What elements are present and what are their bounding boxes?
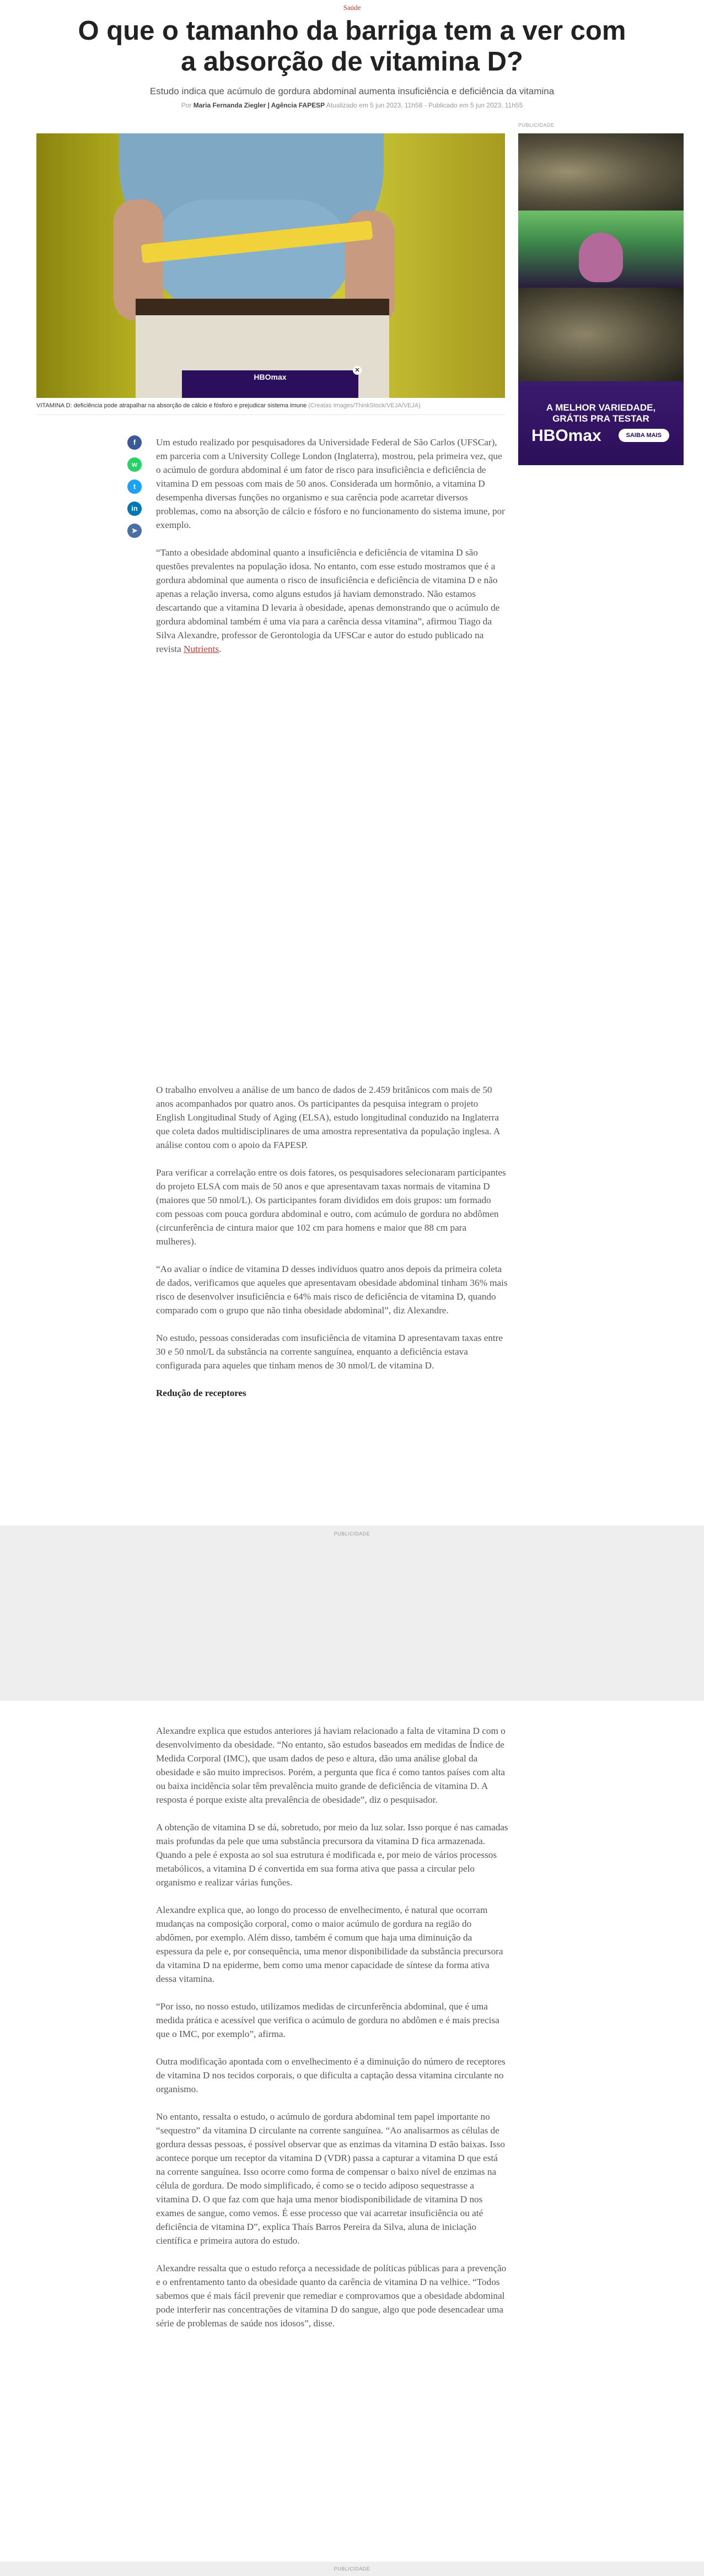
image-caption — [36, 402, 505, 409]
article-paragraph: Alexandre ressalta que o estudo reforça a necessidade de políticas públicas para a prevenção e o enfrentamento tanto da obesidade quanto da carência de vitamina D na velhice. “Todos sabemos que é mais fácil prevenir que remediar e comprovamos que a obesidade abdominal pode interferir nas concentrações de vitamina D do sangue, algo que pode desencadear uma série de problemas de saúde nos idosos”, disse. — [156, 2263, 507, 2329]
article-paragraph: O trabalho envolveu a análise de um banco de dados de 2.459 britânicos com mais de 50 anos acompanhados por quatro anos. Os participantes da pesquisa integram o projeto English Longitudinal Study of Aging (ELSA), estudo longitudinal conduzido na Inglaterra que coleta dados multidisciplinares de uma amostra representativa da população inglesa. A análise contou com o apoio da FAPESP. — [156, 1085, 500, 1150]
ad-label: PUBLICIDADE — [334, 1531, 370, 1537]
byline — [0, 101, 704, 109]
article-body-part3 — [156, 1724, 509, 2344]
publish-dates: Atualizado em 5 jun 2023, 11h58 - Publicado em 5 jun 2023, 11h55 — [326, 101, 523, 109]
hero-ad-brand: HBOmax — [254, 373, 287, 381]
ad-image-panel — [518, 211, 684, 288]
page-subtitle: Estudo indica que acúmulo de gordura abdominal aumenta insuficiência e deficiência da vitamina — [149, 86, 555, 96]
side-ad-label: PUBLICIDADE — [518, 122, 555, 128]
close-icon[interactable]: ✕ — [353, 366, 362, 375]
image-credit: (Creatas Images/ThinkStock/VEJA/VEJA) — [308, 402, 421, 409]
hero-belt — [136, 299, 389, 315]
divider — [36, 414, 505, 415]
nutrients-link[interactable]: Nutrients — [184, 644, 219, 654]
article-paragraph — [156, 546, 509, 656]
article-paragraph: Outra modificação apontada com o envelhecimento é a diminuição do número de receptores de vitamina D nos tecidos corporais, o que dificulta a captação dessa vitamina circulante no organismo. — [156, 2056, 506, 2094]
ad-label: PUBLICIDADE — [334, 2566, 370, 2572]
ad-brand-logo: HBOmax — [531, 427, 601, 445]
article-paragraph: A obtenção de vitamina D se dá, sobretudo, por meio da luz solar. Isso porque é nas camadas mais profundas da pele que uma substância precursora da vitamina D fica armazenada. Quando a pele é exposta ao sol sua estrutura é modificada e, por meio de vários processos metabólicos, a vitamina D é convertida em sua forma ativa que passa a circular pelo organismo e realizar várias funções. — [156, 1822, 508, 1888]
ad-headline — [518, 402, 684, 424]
ad-character-image — [579, 233, 623, 282]
whatsapp-icon[interactable]: w — [127, 457, 142, 472]
article-paragraph: Para verificar a correlação entre os dois fatores, os pesquisadores selecionaram participantes do projeto ELSA com mais de 50 anos e que apresentavam taxas normais de vitamina D (maiores que 50 nmol/L). Os participantes foram divididos em dois grupos: um formado com pessoas com pouca gordura abdominal e outro, com acúmulo de gordura no abdômen (circunferência de cintura maior que 102 cm para homens e maior que 88 cm para mulheres). — [156, 1167, 506, 1247]
article-paragraph: “Ao avaliar o índice de vitamina D desses indivíduos quatro anos depois da primeira coleta de dados, verificamos que aqueles que apresentavam obesidade abdominal tinham 36% mais risco de desenvolver insuficiência e 64% mais risco de deficiência de vitamina D, quando comparado com o grupo que não tinha obesidade abdominal”, diz Alexandre. — [156, 1264, 508, 1316]
section-label[interactable]: Saúde — [343, 3, 361, 12]
hero-image — [36, 133, 505, 398]
share-bar — [127, 435, 143, 546]
article-body-part2 — [156, 1083, 509, 1400]
caption-text: VITAMINA D: deficiência pode atrapalhar na absorção de cálcio e fósforo e prejudicar sistema imune — [36, 402, 307, 409]
article-paragraph: “Por isso, no nosso estudo, utilizamos medidas de circunferência abdominal, que é uma medida prática e acessível que verifica o acúmulo de gordura no abdômen e é mais precisa que o IMC, por exemplo”, afirma. — [156, 2001, 499, 2039]
ad-headline-line: GRÁTIS PRA TESTAR — [552, 413, 649, 424]
mid-ad-slot — [0, 1526, 704, 1701]
ad-cta-panel — [518, 381, 684, 465]
section-heading: Redução de receptores — [156, 1388, 246, 1398]
ad-image-panel — [518, 288, 684, 381]
twitter-icon[interactable]: t — [127, 479, 142, 494]
paragraph-text: “Tanto a obesidade abdominal quanto a insuficiência e deficiência de vitamina D são questões prevalentes na população idosa. No entanto, com esse estudo mostramos que é a gordura abdominal que aumenta o risco de insuficiência e deficiência de vitamina D e não apenas a relação inversa, como alguns estudos já haviam demonstrado. Não estamos descartando que a vitamina D levaria à obesidade, apenas demonstrando que o acúmulo de gordura abdominal também é uma via para a carência dessa vitamina”, afirmou Tiago da Silva Alexandre, professor de Gerontologia da UFSCar e autor do estudo publicado na revista — [156, 547, 500, 654]
bottom-ad-slot — [0, 2562, 704, 2576]
article-paragraph: No estudo, pessoas consideradas com insuficiência de vitamina D apresentavam taxas entre 30 e 50 nmol/L da substância na corrente sanguínea, enquanto a deficiência estava configurada para aqueles que tinham menos de 30 nmol/L de vitamina D. — [156, 1333, 503, 1371]
article-paragraph: Um estudo realizado por pesquisadores da Universidade Federal de São Carlos (UFSCar), em parceria com a University College London (Inglaterra), mostrou, pela primeira vez, que o acúmulo de gordura abdominal é um fator de risco para insuficiência e deficiência de vitamina D em pessoas com mais de 50 anos. Considerada um hormônio, a vitamina D desempenha diversas funções no organismo e sua carência pode acarretar diversos problemas, como na absorção de cálcio e fósforo e no funcionamento do sistema imune, por exemplo. — [156, 437, 505, 530]
article-paragraph: Alexandre explica que estudos anteriores já haviam relacionado a falta de vitamina D com o desenvolvimento da obesidade. “No entanto, são estudos baseados em medidas de Índice de Medida Corporal (IMC), que usam dados de peso e altura, dão uma análise global da obesidade e são muito imprecisos. Porém, a pergunta que fica é como tantos países com alta ou baixa incidência solar têm prevalência muito grande de deficiência de vitamina D. A resposta é porque existe alta prevalência de obesidade”, diz o pesquisador. — [156, 1726, 506, 1805]
paragraph-text: . — [219, 644, 222, 654]
linkedin-icon[interactable]: in — [127, 502, 142, 516]
byline-prefix: Por — [181, 101, 192, 109]
author-name[interactable]: Maria Fernanda Ziegler | Agência FAPESP — [193, 101, 325, 109]
hero-overlay-ad[interactable] — [182, 367, 360, 398]
ad-image-panel — [518, 133, 684, 211]
article-paragraph: No entanto, ressalta o estudo, o acúmulo de gordura abdominal tem papel importante no “sequestro” da vitamina D circulante na corrente sanguínea. “Ao analisarmos as células de gordura dessas pessoas, é possível observar que as enzimas da vitamina D estão baixas. Isso acontece porque um receptor da vitamina D (VDR) passa a capturar a vitamina D que está na corrente sanguínea. Isso ocorre como forma de compensar o baixo nível de enzimas na célula de gordura. De modo simplificado, é como se o tecido adiposo sequestrasse a vitamina D. O que faz com que haja uma menor biodisponibilidade de vitamina D nos exames de sangue, como vemos. É esse processo que vai acarretar insuficiência ou até deficiência de vitamina D”, explica Thaís Barros Pereira da Silva, aluna de iniciação científica e primeira autora do estudo. — [156, 2111, 505, 2246]
page-title: O que o tamanho da barriga tem a ver com a absorção de vitamina D? — [78, 16, 626, 77]
ad-headline-line: A MELHOR VARIEDADE, — [546, 402, 656, 413]
article-paragraph: Alexandre explica que, ao longo do processo de envelhecimento, é natural que ocorram mudanças na composição corporal, como o maior acúmulo de gordura na região do abdômen, por exemplo. Além disso, também é comum que haja uma diminuição da espessura da pele e, por consequência, uma menor disponibilidade da substância precursora da vitamina D na epiderme, bem como uma menor capacidade de síntese da forma ativa dessa vitamina. — [156, 1905, 503, 1984]
telegram-icon[interactable]: ➤ — [127, 524, 142, 538]
ad-cta-button[interactable]: SAIBA MAIS — [619, 429, 669, 442]
side-ad-banner[interactable] — [518, 133, 684, 465]
facebook-icon[interactable]: f — [127, 435, 142, 450]
article-body-part1 — [156, 435, 509, 670]
